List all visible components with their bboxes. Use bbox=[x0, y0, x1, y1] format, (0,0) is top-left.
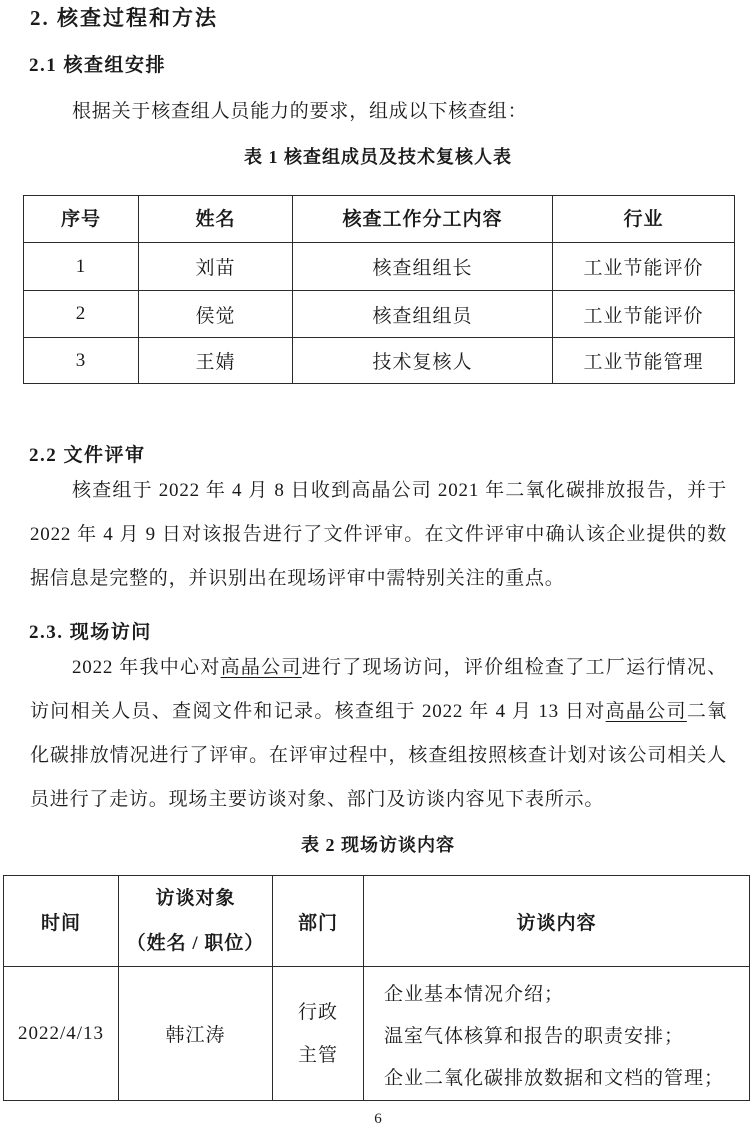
table2-department-line: 行政 bbox=[297, 1001, 338, 1023]
table1-cell-name: 刘苗 bbox=[139, 243, 293, 291]
section-heading-2-2: 2.2 文件评审 bbox=[29, 445, 146, 466]
table2-header-department: 部门 bbox=[273, 876, 364, 967]
table1-caption: 表 1 核查组成员及技术复核人表 bbox=[244, 147, 512, 167]
table2-header-time: 时间 bbox=[4, 876, 119, 967]
table1-cell-seq: 1 bbox=[24, 243, 139, 291]
table2-content-line: 企业基本情况介绍； bbox=[384, 984, 565, 1005]
section-heading-2-3: 2.3. 现场访问 bbox=[29, 622, 152, 643]
table1-cell-industry: 工业节能评价 bbox=[553, 291, 735, 338]
table2-cell-department bbox=[273, 967, 364, 1101]
table1-cell-industry: 工业节能管理 bbox=[553, 338, 735, 384]
table1-cell-role: 核查组组员 bbox=[293, 291, 553, 338]
table2-content-line: 温室气体核算和报告的职责安排； bbox=[384, 1026, 685, 1047]
table1-cell-name: 侯觉 bbox=[139, 291, 293, 338]
table1-cell-seq: 2 bbox=[24, 291, 139, 338]
company-name-underlined: 高晶公司 bbox=[220, 657, 302, 678]
table1-header-row bbox=[24, 196, 735, 243]
table2-department-line: 主管 bbox=[297, 1044, 338, 1066]
paragraph-2-3 bbox=[30, 646, 727, 822]
paragraph-2-3-segment: 进行了现场访问，评价组检查了工厂运行情况、访问相关人员、查阅文件和记录。核查组于 2022 年 4 月 13 日对 bbox=[30, 657, 727, 722]
table1-cell-seq: 3 bbox=[24, 338, 139, 384]
table2-content-line: 企业二氧化碳排放数据和文档的管理； bbox=[384, 1068, 725, 1089]
table2-header-content: 访谈内容 bbox=[364, 876, 750, 967]
table2-cell-name: 韩江涛 bbox=[119, 967, 273, 1101]
company-name-underlined: 高晶公司 bbox=[605, 701, 687, 722]
verification-team-table bbox=[23, 195, 735, 384]
paragraph-2-2: 核查组于 2022 年 4 月 8 日收到高晶公司 2021 年二氧化碳排放报告，并于 2022 年 4 月 9 日对该报告进行了文件评审。在文件评审中确认该企业提供的数据信息是完整的，并识别出在现场评审中需特别关注的重点。 bbox=[30, 480, 727, 589]
page-number: 6 bbox=[374, 1111, 382, 1127]
paragraph-2-3-segment: 二氧化碳排放情况进行了评审。在评审过程中，核查组按照核查计划对该公司相关人员进行了走访。现场主要访谈对象、部门及访谈内容见下表所示。 bbox=[30, 701, 727, 810]
table1-cell-role: 技术复核人 bbox=[293, 338, 553, 384]
table2-row bbox=[4, 967, 750, 1101]
table1-cell-industry: 工业节能评价 bbox=[553, 243, 735, 291]
section-heading-2-1: 2.1 核查组安排 bbox=[29, 55, 167, 76]
paragraph-2-3-segment: 2022 年我中心对 bbox=[72, 657, 221, 678]
paragraph-2-1: 根据关于核查组人员能力的要求，组成以下核查组： bbox=[72, 101, 528, 122]
table2-cell-time: 2022/4/13 bbox=[4, 967, 119, 1101]
interview-table bbox=[3, 875, 750, 1101]
table2-header-row bbox=[4, 876, 750, 967]
section-heading-2: 2. 核查过程和方法 bbox=[30, 6, 218, 30]
table2-caption: 表 2 现场访谈内容 bbox=[301, 835, 455, 855]
table1-cell-name: 王婧 bbox=[139, 338, 293, 384]
table1-row bbox=[24, 243, 735, 291]
table1-row bbox=[24, 291, 735, 338]
table1-header-role: 核查工作分工内容 bbox=[293, 196, 553, 243]
table2-header-interviewee bbox=[119, 876, 273, 967]
table2-header-interviewee-line2: （姓名 / 职位） bbox=[126, 933, 265, 954]
table2-cell-content bbox=[364, 967, 750, 1101]
table2-header-interviewee-line1: 访谈对象 bbox=[155, 888, 236, 909]
table1-row bbox=[24, 338, 735, 384]
table1-cell-role: 核查组组长 bbox=[293, 243, 553, 291]
table1-header-industry: 行业 bbox=[553, 196, 735, 243]
table1-header-seq: 序号 bbox=[24, 196, 139, 243]
table1-header-name: 姓名 bbox=[139, 196, 293, 243]
